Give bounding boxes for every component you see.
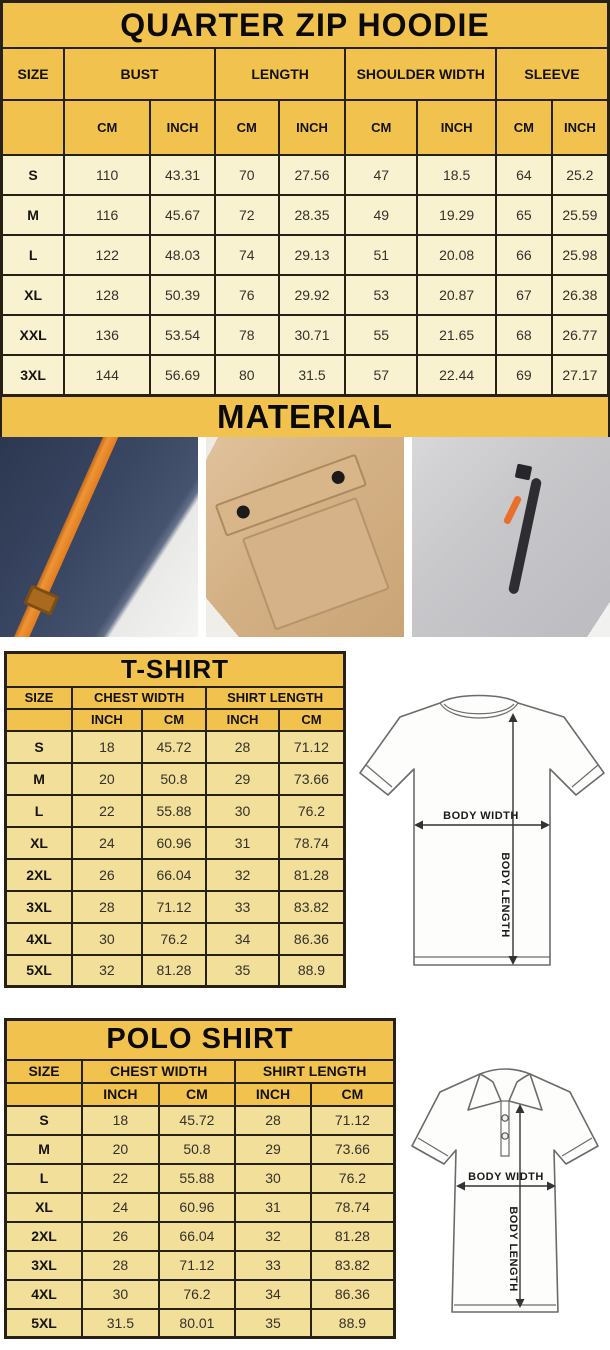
unit-header: INCH [235,1083,311,1106]
value-cell: 49 [345,195,417,235]
value-cell: 26 [82,1222,159,1251]
value-cell: 81.28 [142,955,207,987]
value-cell: 144 [64,355,150,395]
size-cell: 4XL [6,923,73,955]
value-cell: 71.12 [311,1106,395,1135]
value-cell: 28 [235,1106,311,1135]
value-cell: 21.65 [417,315,496,355]
polo-chest-header: CHEST WIDTH [82,1060,235,1083]
value-cell: 47 [345,155,417,195]
zipper [508,477,542,595]
table-row [6,763,345,795]
value-cell: 55.88 [142,795,207,827]
value-cell: 22 [82,1164,159,1193]
table-row [2,195,609,235]
value-cell: 31 [235,1193,311,1222]
value-cell: 30 [235,1164,311,1193]
value-cell: 31.5 [82,1309,159,1338]
table-row [2,235,609,275]
value-cell: 74 [215,235,279,275]
value-cell: 81.28 [279,859,345,891]
value-cell: 78 [215,315,279,355]
value-cell: 57 [345,355,417,395]
value-cell: 25.59 [552,195,609,235]
table-row [6,795,345,827]
value-cell: 18.5 [417,155,496,195]
material-photos [0,437,610,637]
value-cell: 76.2 [279,795,345,827]
value-cell: 32 [72,955,142,987]
size-cell: 3XL [6,891,73,923]
value-cell: 29.92 [279,275,346,315]
table-row [6,923,345,955]
size-cell: 3XL [6,1251,83,1280]
tshirt-length-header: SHIRT LENGTH [206,687,344,709]
value-cell: 76 [215,275,279,315]
hoodie-table-title: QUARTER ZIP HOODIE [2,2,609,49]
polo-button [502,1132,508,1138]
value-cell: 33 [235,1251,311,1280]
size-cell: M [6,763,73,795]
value-cell: 18 [72,731,142,763]
value-cell: 22 [72,795,142,827]
body-width-label: BODY WIDTH [468,1170,544,1183]
size-cell: XL [6,827,73,859]
polo-section [0,1018,610,1340]
unit-header: INCH [72,709,142,731]
value-cell: 30 [82,1280,159,1309]
size-cell: L [6,1164,83,1193]
value-cell: 26 [72,859,142,891]
value-cell: 78.74 [311,1193,395,1222]
size-cell: 3XL [2,355,65,395]
value-cell: 66.04 [159,1222,236,1251]
drawstring-buckle [23,584,59,615]
value-cell: 28.35 [279,195,346,235]
size-cell: S [6,731,73,763]
value-cell: 80 [215,355,279,395]
value-cell: 76.2 [311,1164,395,1193]
value-cell: 122 [64,235,150,275]
value-cell: 20 [82,1135,159,1164]
tshirt-chest-header: CHEST WIDTH [72,687,206,709]
value-cell: 78.74 [279,827,345,859]
value-cell: 53.54 [150,315,215,355]
value-cell: 76.2 [142,923,207,955]
value-cell: 28 [206,731,279,763]
unit-header: CM [142,709,207,731]
tshirt-size-table [4,651,346,989]
value-cell: 66 [496,235,552,275]
hoodie-size-table [0,0,610,397]
table-row [6,1251,395,1280]
value-cell: 50.8 [159,1135,236,1164]
orange-drawstring [7,437,124,637]
unit-header: INCH [206,709,279,731]
size-cell: M [2,195,65,235]
value-cell: 72 [215,195,279,235]
value-cell: 25.2 [552,155,609,195]
value-cell: 71.12 [142,891,207,923]
tshirt-measure-diagram [350,673,608,993]
table-row [6,1135,395,1164]
value-cell: 45.72 [142,731,207,763]
value-cell: 27.56 [279,155,346,195]
polo-outline [412,1069,598,1312]
unit-header: CM [159,1083,236,1106]
size-cell: XL [2,275,65,315]
value-cell: 68 [496,315,552,355]
value-cell: 25.98 [552,235,609,275]
table-row [6,1280,395,1309]
value-cell: 20.87 [417,275,496,315]
value-cell: 55.88 [159,1164,236,1193]
value-cell: 26.77 [552,315,609,355]
polo-size-table [4,1018,396,1340]
value-cell: 29 [235,1135,311,1164]
value-cell: 51 [345,235,417,275]
value-cell: 18 [82,1106,159,1135]
value-cell: 30 [206,795,279,827]
body-length-label: BODY LENGTH [507,1205,519,1292]
value-cell: 32 [206,859,279,891]
table-row [6,1193,395,1222]
zipper-stop [515,463,533,480]
snap-button [235,503,252,520]
value-cell: 83.82 [279,891,345,923]
size-cell: 2XL [6,859,73,891]
unit-header: CM [345,100,417,155]
polo-table-body [6,1106,395,1338]
value-cell: 34 [206,923,279,955]
value-cell: 31 [206,827,279,859]
size-cell: S [2,155,65,195]
value-cell: 136 [64,315,150,355]
value-cell: 60.96 [159,1193,236,1222]
value-cell: 65 [496,195,552,235]
size-cell: S [6,1106,83,1135]
hoodie-sleeve-header: SLEEVE [496,48,608,100]
value-cell: 20 [72,763,142,795]
value-cell: 128 [64,275,150,315]
value-cell: 55 [345,315,417,355]
value-cell: 86.36 [311,1280,395,1309]
unit-header: INCH [279,100,346,155]
table-row [6,1309,395,1338]
table-row [6,891,345,923]
tshirt-table-body [6,731,345,987]
value-cell: 88.9 [311,1309,395,1338]
value-cell: 50.39 [150,275,215,315]
tshirt-size-header: SIZE [6,687,73,709]
material-photo-khaki-pocket [206,437,404,637]
value-cell: 32 [235,1222,311,1251]
value-cell: 24 [82,1193,159,1222]
value-cell: 35 [235,1309,311,1338]
polo-length-header: SHIRT LENGTH [235,1060,394,1083]
value-cell: 28 [82,1251,159,1280]
value-cell: 76.2 [159,1280,236,1309]
value-cell: 27.17 [552,355,609,395]
value-cell: 60.96 [142,827,207,859]
unit-header: INCH [552,100,609,155]
table-row [2,315,609,355]
material-section-title: MATERIAL [0,397,610,437]
value-cell: 30 [72,923,142,955]
value-cell: 29.13 [279,235,346,275]
value-cell: 29 [206,763,279,795]
empty-cell [6,1083,83,1106]
size-cell: 5XL [6,1309,83,1338]
table-row [2,155,609,195]
unit-header: INCH [82,1083,159,1106]
hoodie-bust-header: BUST [64,48,215,100]
value-cell: 56.69 [150,355,215,395]
unit-header: INCH [417,100,496,155]
unit-header: CM [215,100,279,155]
value-cell: 53 [345,275,417,315]
polo-button [502,1114,508,1120]
table-row [6,1106,395,1135]
value-cell: 50.8 [142,763,207,795]
value-cell: 31.5 [279,355,346,395]
value-cell: 83.82 [311,1251,395,1280]
body-width-label: BODY WIDTH [443,809,519,822]
hoodie-length-header: LENGTH [215,48,345,100]
value-cell: 80.01 [159,1309,236,1338]
hoodie-size-header: SIZE [2,48,65,100]
zipper-pull [503,494,522,524]
table-row [6,859,345,891]
value-cell: 73.66 [279,763,345,795]
unit-header: CM [64,100,150,155]
size-cell: M [6,1135,83,1164]
value-cell: 19.29 [417,195,496,235]
value-cell: 22.44 [417,355,496,395]
value-cell: 71.12 [279,731,345,763]
empty-cell [6,709,73,731]
value-cell: 81.28 [311,1222,395,1251]
value-cell: 69 [496,355,552,395]
size-cell: XXL [2,315,65,355]
hoodie-shoulder-header: SHOULDER WIDTH [345,48,496,100]
snap-flap-pocket [215,453,404,636]
size-cell: L [6,795,73,827]
body-length-label: BODY LENGTH [499,851,511,938]
tshirt-table-title: T-SHIRT [6,652,345,687]
value-cell: 35 [206,955,279,987]
table-row [6,1222,395,1251]
value-cell: 43.31 [150,155,215,195]
empty-cell [2,100,65,155]
unit-header: CM [279,709,345,731]
table-row [6,827,345,859]
value-cell: 67 [496,275,552,315]
value-cell: 26.38 [552,275,609,315]
table-row [6,955,345,987]
polo-table-title: POLO SHIRT [6,1019,395,1060]
unit-header: CM [496,100,552,155]
tshirt-outline [360,695,604,965]
material-photo-navy-drawstring [0,437,198,637]
table-row [2,275,609,315]
value-cell: 66.04 [142,859,207,891]
value-cell: 33 [206,891,279,923]
value-cell: 88.9 [279,955,345,987]
unit-header: CM [311,1083,395,1106]
value-cell: 28 [72,891,142,923]
table-row [6,731,345,763]
value-cell: 48.03 [150,235,215,275]
snap-button [330,469,347,486]
size-cell: 5XL [6,955,73,987]
size-cell: 4XL [6,1280,83,1309]
table-row [6,1164,395,1193]
value-cell: 20.08 [417,235,496,275]
value-cell: 116 [64,195,150,235]
size-cell: L [2,235,65,275]
value-cell: 73.66 [311,1135,395,1164]
value-cell: 110 [64,155,150,195]
value-cell: 30.71 [279,315,346,355]
hoodie-table-body [2,155,609,395]
polo-measure-diagram [398,1054,608,1334]
polo-size-header: SIZE [6,1060,83,1083]
value-cell: 70 [215,155,279,195]
value-cell: 45.67 [150,195,215,235]
value-cell: 34 [235,1280,311,1309]
size-cell: XL [6,1193,83,1222]
table-row [2,355,609,395]
value-cell: 71.12 [159,1251,236,1280]
value-cell: 24 [72,827,142,859]
material-photo-gray-zipper [412,437,610,637]
unit-header: INCH [150,100,215,155]
value-cell: 45.72 [159,1106,236,1135]
value-cell: 64 [496,155,552,195]
size-cell: 2XL [6,1222,83,1251]
value-cell: 86.36 [279,923,345,955]
tshirt-section [0,645,610,995]
